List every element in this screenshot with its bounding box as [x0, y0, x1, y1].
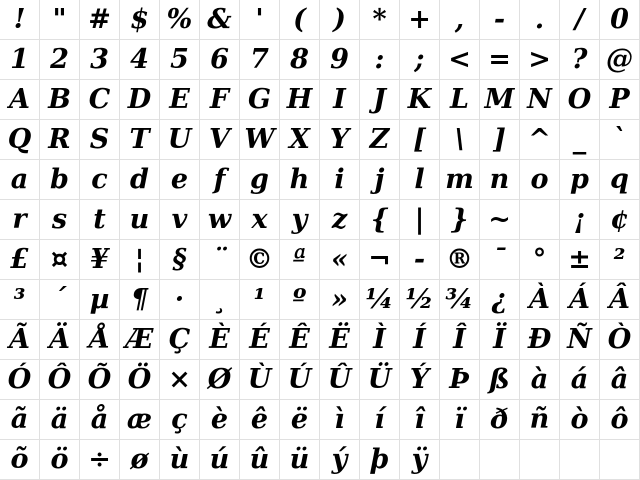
glyph-cell[interactable]: Ì	[360, 320, 400, 360]
glyph-cell[interactable]: ð	[480, 400, 520, 440]
glyph-cell[interactable]: ±	[560, 240, 600, 280]
glyph-cell[interactable]: à	[520, 360, 560, 400]
glyph-cell[interactable]: T	[120, 120, 160, 160]
glyph-cell[interactable]: M	[480, 80, 520, 120]
glyph-cell[interactable]: g	[240, 160, 280, 200]
glyph-cell[interactable]: °	[520, 240, 560, 280]
empty-cell	[520, 440, 560, 480]
glyph-cell[interactable]: Â	[600, 280, 640, 320]
glyph-cell[interactable]: \	[440, 120, 480, 160]
glyph-cell[interactable]: C	[80, 80, 120, 120]
glyph-cell[interactable]: Ù	[240, 360, 280, 400]
glyph-cell[interactable]: Ã	[0, 320, 40, 360]
glyph-cell[interactable]: >	[520, 40, 560, 80]
glyph-cell[interactable]: '	[240, 0, 280, 40]
glyph-cell[interactable]: .	[520, 0, 560, 40]
glyph-cell[interactable]: Ô	[40, 360, 80, 400]
glyph-cell[interactable]: É	[240, 320, 280, 360]
empty-cell	[600, 440, 640, 480]
glyph-cell[interactable]: m	[440, 160, 480, 200]
glyph-cell[interactable]: B	[40, 80, 80, 120]
glyph-cell[interactable]: 3	[80, 40, 120, 80]
glyph-cell[interactable]: -	[480, 0, 520, 40]
glyph-cell[interactable]: u	[120, 200, 160, 240]
glyph-cell[interactable]: ²	[600, 240, 640, 280]
glyph-cell[interactable]: l	[400, 160, 440, 200]
glyph-cell[interactable]: _	[560, 120, 600, 160]
glyph-cell[interactable]: e	[160, 160, 200, 200]
glyph-cell[interactable]: (	[280, 0, 320, 40]
glyph-cell[interactable]: Þ	[440, 360, 480, 400]
glyph-cell[interactable]: ì	[320, 400, 360, 440]
glyph-cell[interactable]: `	[600, 120, 640, 160]
glyph-cell[interactable]: ï	[440, 400, 480, 440]
glyph-cell[interactable]: S	[80, 120, 120, 160]
glyph-cell[interactable]: =	[480, 40, 520, 80]
glyph-cell[interactable]: @	[600, 40, 640, 80]
glyph-cell[interactable]: O	[560, 80, 600, 120]
glyph-cell[interactable]: ¸	[200, 280, 240, 320]
glyph-cell[interactable]: ?	[560, 40, 600, 80]
glyph-cell[interactable]: r	[0, 200, 40, 240]
glyph-cell[interactable]: Ó	[0, 360, 40, 400]
glyph-cell[interactable]: {	[360, 200, 400, 240]
glyph-cell[interactable]: µ	[80, 280, 120, 320]
glyph-cell[interactable]: ÷	[80, 440, 120, 480]
glyph-cell[interactable]: ¶	[120, 280, 160, 320]
glyph-cell[interactable]: ¯	[480, 240, 520, 280]
glyph-cell[interactable]: /	[560, 0, 600, 40]
glyph-cell[interactable]: v	[160, 200, 200, 240]
glyph-cell[interactable]: »	[320, 280, 360, 320]
glyph-cell[interactable]: W	[240, 120, 280, 160]
glyph-cell[interactable]: ~	[480, 200, 520, 240]
glyph-cell[interactable]: h	[280, 160, 320, 200]
glyph-cell[interactable]: 6	[200, 40, 240, 80]
glyph-cell[interactable]: ª	[280, 240, 320, 280]
glyph-cell[interactable]: [	[400, 120, 440, 160]
glyph-cell[interactable]: Y	[320, 120, 360, 160]
glyph-cell[interactable]: ô	[600, 400, 640, 440]
glyph-cell[interactable]: +	[400, 0, 440, 40]
glyph-cell[interactable]: Í	[400, 320, 440, 360]
glyph-cell[interactable]: ,	[440, 0, 480, 40]
glyph-cell[interactable]: Ø	[200, 360, 240, 400]
glyph-cell[interactable]: x	[240, 200, 280, 240]
glyph-cell[interactable]: ©	[240, 240, 280, 280]
glyph-cell[interactable]: }	[440, 200, 480, 240]
glyph-cell[interactable]: :	[360, 40, 400, 80]
glyph-cell[interactable]: æ	[120, 400, 160, 440]
glyph-cell[interactable]: ]	[480, 120, 520, 160]
glyph-cell[interactable]: n	[480, 160, 520, 200]
glyph-cell[interactable]: ñ	[520, 400, 560, 440]
glyph-cell[interactable]: Ý	[400, 360, 440, 400]
glyph-cell[interactable]: t	[80, 200, 120, 240]
glyph-cell[interactable]: £	[0, 240, 40, 280]
glyph-cell[interactable]: è	[200, 400, 240, 440]
glyph-cell[interactable]: L	[440, 80, 480, 120]
glyph-cell[interactable]: À	[520, 280, 560, 320]
glyph-cell[interactable]: ¿	[480, 280, 520, 320]
empty-cell	[560, 440, 600, 480]
glyph-cell[interactable]: ø	[120, 440, 160, 480]
glyph-cell[interactable]: 7	[240, 40, 280, 80]
glyph-cell[interactable]: Ä	[40, 320, 80, 360]
glyph-cell[interactable]: 8	[280, 40, 320, 80]
glyph-cell[interactable]: ×	[160, 360, 200, 400]
glyph-cell[interactable]: Ò	[600, 320, 640, 360]
glyph-cell[interactable]: È	[200, 320, 240, 360]
glyph-cell[interactable]: %	[160, 0, 200, 40]
glyph-cell[interactable]: Ö	[120, 360, 160, 400]
glyph-cell[interactable]: I	[320, 80, 360, 120]
glyph-cell[interactable]: H	[280, 80, 320, 120]
glyph-cell[interactable]: #	[80, 0, 120, 40]
empty-cell	[520, 200, 560, 240]
glyph-cell[interactable]: á	[560, 360, 600, 400]
glyph-cell[interactable]: 9	[320, 40, 360, 80]
glyph-cell[interactable]: ê	[240, 400, 280, 440]
glyph-cell[interactable]: Ñ	[560, 320, 600, 360]
glyph-cell[interactable]: ù	[160, 440, 200, 480]
glyph-cell[interactable]: f	[200, 160, 240, 200]
glyph-cell[interactable]: Æ	[120, 320, 160, 360]
glyph-cell[interactable]: ú	[200, 440, 240, 480]
glyph-cell[interactable]: «	[320, 240, 360, 280]
glyph-cell[interactable]: î	[400, 400, 440, 440]
glyph-cell[interactable]: Z	[360, 120, 400, 160]
glyph-cell[interactable]: ò	[560, 400, 600, 440]
glyph-cell[interactable]: ´	[40, 280, 80, 320]
glyph-cell[interactable]: Û	[320, 360, 360, 400]
glyph-cell[interactable]: Ë	[320, 320, 360, 360]
glyph-cell[interactable]: 2	[40, 40, 80, 80]
glyph-cell[interactable]: j	[360, 160, 400, 200]
glyph-cell[interactable]: ¾	[440, 280, 480, 320]
glyph-cell[interactable]: ý	[320, 440, 360, 480]
glyph-cell[interactable]: ®	[440, 240, 480, 280]
glyph-cell[interactable]: ¬	[360, 240, 400, 280]
glyph-cell[interactable]: X	[280, 120, 320, 160]
glyph-cell[interactable]: Ê	[280, 320, 320, 360]
glyph-cell[interactable]: N	[520, 80, 560, 120]
glyph-cell[interactable]: "	[40, 0, 80, 40]
glyph-cell[interactable]: ¢	[600, 200, 640, 240]
glyph-cell[interactable]: J	[360, 80, 400, 120]
glyph-cell[interactable]: ü	[280, 440, 320, 480]
glyph-cell[interactable]: ë	[280, 400, 320, 440]
glyph-cell[interactable]: ³	[0, 280, 40, 320]
glyph-cell[interactable]: q	[600, 160, 640, 200]
glyph-cell[interactable]: i	[320, 160, 360, 200]
glyph-cell[interactable]: Ú	[280, 360, 320, 400]
glyph-cell[interactable]: º	[280, 280, 320, 320]
glyph-cell[interactable]: P	[600, 80, 640, 120]
glyph-cell[interactable]: s	[40, 200, 80, 240]
glyph-cell[interactable]: R	[40, 120, 80, 160]
glyph-cell[interactable]: Ç	[160, 320, 200, 360]
glyph-cell[interactable]: 1	[0, 40, 40, 80]
glyph-cell[interactable]: !	[0, 0, 40, 40]
glyph-cell[interactable]: o	[520, 160, 560, 200]
glyph-cell[interactable]: ã	[0, 400, 40, 440]
glyph-cell[interactable]: ½	[400, 280, 440, 320]
empty-cell	[480, 440, 520, 480]
glyph-cell[interactable]: U	[160, 120, 200, 160]
glyph-cell[interactable]: a	[0, 160, 40, 200]
glyph-cell[interactable]: ;	[400, 40, 440, 80]
glyph-cell[interactable]: ÿ	[400, 440, 440, 480]
glyph-cell[interactable]: y	[280, 200, 320, 240]
glyph-cell[interactable]: û	[240, 440, 280, 480]
glyph-cell[interactable]: ¡	[560, 200, 600, 240]
glyph-cell[interactable]: &	[200, 0, 240, 40]
glyph-cell[interactable]: ^	[520, 120, 560, 160]
glyph-cell[interactable]: c	[80, 160, 120, 200]
glyph-cell[interactable]: z	[320, 200, 360, 240]
glyph-cell[interactable]: í	[360, 400, 400, 440]
glyph-cell[interactable]: þ	[360, 440, 400, 480]
glyph-cell[interactable]: w	[200, 200, 240, 240]
glyph-cell[interactable]: -	[400, 240, 440, 280]
glyph-cell[interactable]: ¹	[240, 280, 280, 320]
glyph-cell[interactable]: <	[440, 40, 480, 80]
glyph-cell[interactable]: Á	[560, 280, 600, 320]
glyph-cell[interactable]: ¦	[120, 240, 160, 280]
glyph-cell[interactable]: â	[600, 360, 640, 400]
glyph-cell[interactable]: Î	[440, 320, 480, 360]
glyph-cell[interactable]: Õ	[80, 360, 120, 400]
glyph-cell[interactable]: ¼	[360, 280, 400, 320]
glyph-cell[interactable]: 4	[120, 40, 160, 80]
glyph-cell[interactable]: ·	[160, 280, 200, 320]
glyph-cell[interactable]: )	[320, 0, 360, 40]
glyph-cell[interactable]: ç	[160, 400, 200, 440]
glyph-cell[interactable]: õ	[0, 440, 40, 480]
glyph-cell[interactable]: ö	[40, 440, 80, 480]
glyph-cell[interactable]: G	[240, 80, 280, 120]
glyph-cell[interactable]: V	[200, 120, 240, 160]
glyph-cell[interactable]: A	[0, 80, 40, 120]
glyph-cell[interactable]: E	[160, 80, 200, 120]
glyph-cell[interactable]: Å	[80, 320, 120, 360]
glyph-cell[interactable]: 0	[600, 0, 640, 40]
empty-cell	[440, 440, 480, 480]
glyph-cell[interactable]: Ü	[360, 360, 400, 400]
glyph-cell[interactable]: $	[120, 0, 160, 40]
glyph-cell[interactable]: p	[560, 160, 600, 200]
glyph-cell[interactable]: d	[120, 160, 160, 200]
glyph-cell[interactable]: |	[400, 200, 440, 240]
glyph-cell[interactable]: F	[200, 80, 240, 120]
glyph-cell[interactable]: ä	[40, 400, 80, 440]
glyph-cell[interactable]: å	[80, 400, 120, 440]
glyph-cell[interactable]: Q	[0, 120, 40, 160]
glyph-cell[interactable]: 5	[160, 40, 200, 80]
glyph-cell[interactable]: Ð	[520, 320, 560, 360]
glyph-cell[interactable]: b	[40, 160, 80, 200]
glyph-cell[interactable]: ¨	[200, 240, 240, 280]
glyph-cell[interactable]: Ï	[480, 320, 520, 360]
glyph-cell[interactable]: ß	[480, 360, 520, 400]
glyph-cell[interactable]: ¥	[80, 240, 120, 280]
glyph-cell[interactable]: *	[360, 0, 400, 40]
glyph-cell[interactable]: §	[160, 240, 200, 280]
glyph-cell[interactable]: D	[120, 80, 160, 120]
glyph-cell[interactable]: ¤	[40, 240, 80, 280]
glyph-cell[interactable]: K	[400, 80, 440, 120]
